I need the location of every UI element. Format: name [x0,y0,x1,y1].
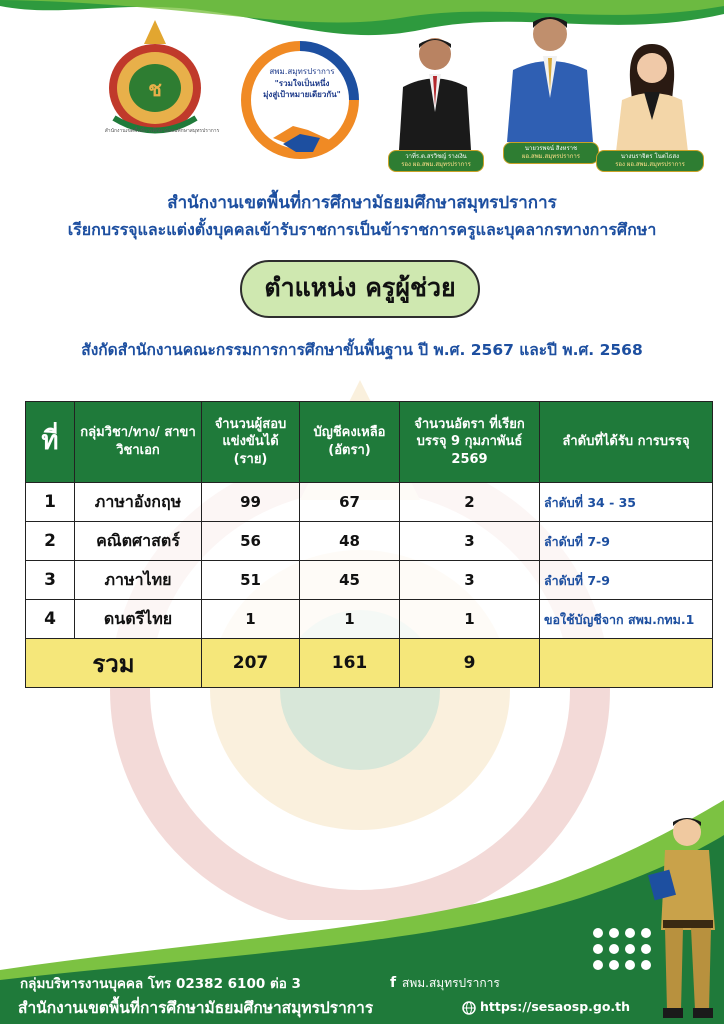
cell-rank: ลำดับที่ 7-9 [540,561,713,600]
emblem-caption: สำนักงานเขตพื้นที่การศึกษามัธยมศึกษาสมุทรปราการ [104,128,220,134]
table-total-row [26,639,713,688]
total-passed: 207 [202,639,300,688]
teacher-illustration [645,810,724,1024]
person-photo-2 [505,8,595,142]
cell-no: 1 [26,483,75,522]
facebook-icon: f [390,975,397,991]
globe-icon [462,1001,476,1015]
title-line1: สำนักงานเขตพื้นที่การศึกษามัธยมศึกษาสมุทรปราการ [167,193,557,213]
table-row [26,561,713,600]
person-tag-1 [388,150,484,172]
cell-subject: ดนตรีไทย [75,600,202,639]
header-rank: ลำดับที่ได้รับ การบรรจุ [540,402,713,483]
footer-facebook-text: สพม.สมุทรปราการ [402,976,500,990]
total-called: 9 [400,639,540,688]
cell-remaining: 67 [300,483,400,522]
total-remaining: 161 [300,639,400,688]
footer-contact: กลุ่มบริหารงานบุคคล โทร 02382 6100 ต่อ 3 [20,976,301,992]
footer-org: สำนักงานเขตพื้นที่การศึกษามัธยมศึกษาสมุทรปราการ [18,999,374,1017]
emblem-logo-icon [100,18,210,138]
person-photo-3 [612,40,692,152]
person-role-3: รอง ผอ.สพม.สมุทรปราการ [615,160,685,168]
footer-facebook-link[interactable] [390,974,500,993]
header-called: จำนวนอัตรา ที่เรียกบรรจุ 9 กุมภาพันธ์ 2569 [400,402,540,483]
table-header-row [26,402,713,483]
header-subject: กลุ่มวิชา/ทาง/ สาขาวิชาเอก [75,402,202,483]
footer-website-link[interactable] [462,999,630,1015]
cell-passed: 51 [202,561,300,600]
header-no: ที่ [26,402,75,483]
cell-called: 1 [400,600,540,639]
recruitment-table [25,401,713,688]
cell-passed: 1 [202,600,300,639]
position-pill: ตำแหน่ง ครูผู้ช่วย [240,260,480,318]
cell-called: 3 [400,522,540,561]
person-name-3: นางนราจิตร โนตไธสง [620,153,680,160]
footer-website-text: https://sesaosp.go.th [480,999,631,1014]
person-photo-1 [395,32,475,150]
cell-remaining: 1 [300,600,400,639]
slogan-org: สพม.สมุทรปราการ [269,67,335,76]
cell-no: 3 [26,561,75,600]
cell-passed: 99 [202,483,300,522]
person-role-1: รอง ผอ.สพม.สมุทรปราการ [401,160,471,168]
person-tag-3 [596,150,704,172]
slogan-line2: มุ่งสู่เป้าหมายเดียวกัน" [263,90,341,100]
total-rank-empty [540,639,713,688]
header-passed: จำนวนผู้สอบ แข่งขันได้ (ราย) [202,402,300,483]
cell-called: 3 [400,561,540,600]
cell-subject: ภาษาอังกฤษ [75,483,202,522]
header-remaining: บัญชีคงเหลือ (อัตรา) [300,402,400,483]
cell-subject: ภาษาไทย [75,561,202,600]
cell-no: 4 [26,600,75,639]
cell-subject: คณิตศาสตร์ [75,522,202,561]
table-row [26,522,713,561]
svg-text:ช: ช [148,77,162,101]
total-label: รวม [26,639,202,688]
title-line2: เรียกบรรจุและแต่งตั้งบุคคลเข้ารับราชการเป็นข้าราชการครูและบุคลากรทางการศึกษา [67,220,657,239]
cell-rank: ขอใช้บัญชีจาก สพม.กทม.1 [540,600,713,639]
person-name-1: วาที่ร.ต.สรวิชญ์ รางเงิน [405,153,467,160]
cell-rank: ลำดับที่ 7-9 [540,522,713,561]
cell-passed: 56 [202,522,300,561]
cell-rank: ลำดับที่ 34 - 35 [540,483,713,522]
person-name-2: นายวรพจน์ สิงหราช [524,145,578,152]
table-row [26,600,713,639]
subtitle: สังกัดสำนักงานคณะกรรมการการศึกษาขั้นพื้นฐาน ปี พ.ศ. 2567 และปี พ.ศ. 2568 [81,341,643,359]
cell-no: 2 [26,522,75,561]
slogan-text [254,66,350,101]
person-role-2: ผอ.สพม.สมุทรปราการ [522,152,580,160]
person-tag-2 [503,142,599,164]
table-row [26,483,713,522]
slogan-line1: "รวมใจเป็นหนึ่ง [274,78,330,88]
cell-remaining: 45 [300,561,400,600]
cell-called: 2 [400,483,540,522]
cell-remaining: 48 [300,522,400,561]
